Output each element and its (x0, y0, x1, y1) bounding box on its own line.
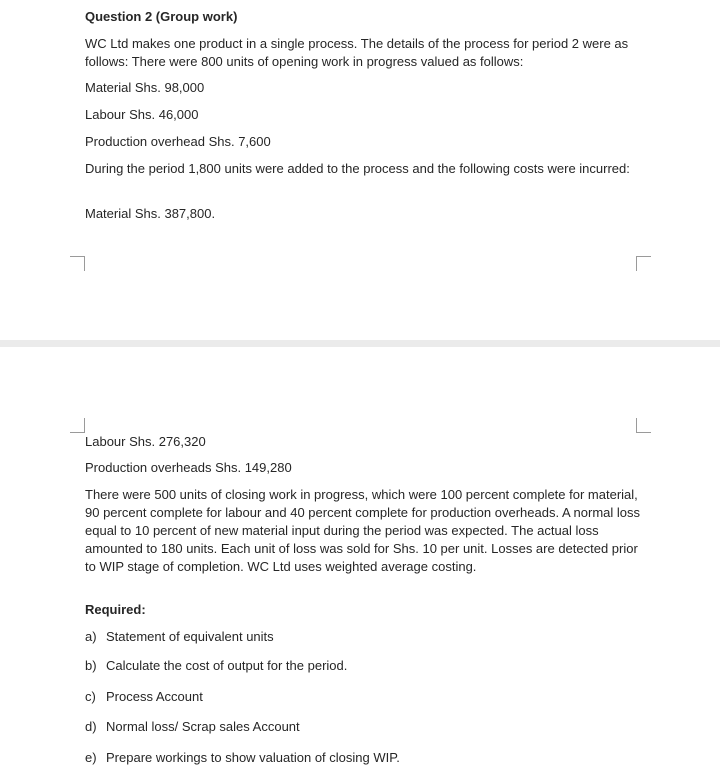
requirement-text: Calculate the cost of output for the period. (106, 658, 348, 673)
overheads-added-line: Production overheads Shs. 149,280 (85, 460, 292, 475)
question-title: Question 2 (Group work) (85, 9, 238, 24)
document-page-1 (0, 0, 720, 340)
material-added-line: Material Shs. 387,800. (85, 206, 216, 221)
opening-overhead-line: Production overhead Shs. 7,600 (85, 134, 271, 149)
opening-labour-line: Labour Shs. 46,000 (85, 107, 199, 122)
requirement-text: Normal loss/ Scrap sales Account (106, 719, 300, 734)
labour-added-line: Labour Shs. 276,320 (85, 434, 206, 449)
requirement-marker: d) (85, 719, 97, 734)
document-page-2 (0, 347, 720, 777)
requirement-item-b (85, 657, 347, 675)
closing-wip-paragraph: There were 500 units of closing work in progress, which were 100 percent complete for material, 90 percent complete for labour and 40 percent complete for production overheads. A normal loss equal to 10 percent of new material input during the period was expected. The actual loss amounted to 180 units. Each unit of loss was sold for Shs. 10 per unit. Losses are detected prior to WIP stage of completion. WC Ltd uses weighted average costing. (85, 487, 640, 574)
page-separator (0, 340, 720, 347)
margin-corner-mark (636, 418, 651, 433)
requirement-text: Process Account (106, 689, 203, 704)
requirement-marker: e) (85, 750, 97, 765)
requirement-item-a (85, 628, 274, 646)
requirement-text: Prepare workings to show valuation of closing WIP. (106, 750, 400, 765)
requirement-marker: c) (85, 689, 96, 704)
requirement-marker: b) (85, 658, 97, 673)
opening-material-line: Material Shs. 98,000 (85, 80, 205, 95)
required-heading: Required: (85, 602, 146, 617)
margin-corner-mark (70, 418, 85, 433)
intro-paragraph: WC Ltd makes one product in a single process. The details of the process for period 2 were as follows: There were 800 units of opening work in progress valued as follows: (85, 36, 629, 69)
margin-corner-mark (70, 256, 85, 271)
margin-corner-mark (636, 256, 651, 271)
requirement-item-c (85, 688, 203, 706)
requirement-marker: a) (85, 629, 97, 644)
period-costs-paragraph: During the period 1,800 units were added to the process and the following costs were incurred: (85, 161, 630, 176)
requirement-text: Statement of equivalent units (106, 629, 274, 644)
requirement-item-d (85, 718, 300, 736)
requirement-item-e (85, 749, 400, 767)
